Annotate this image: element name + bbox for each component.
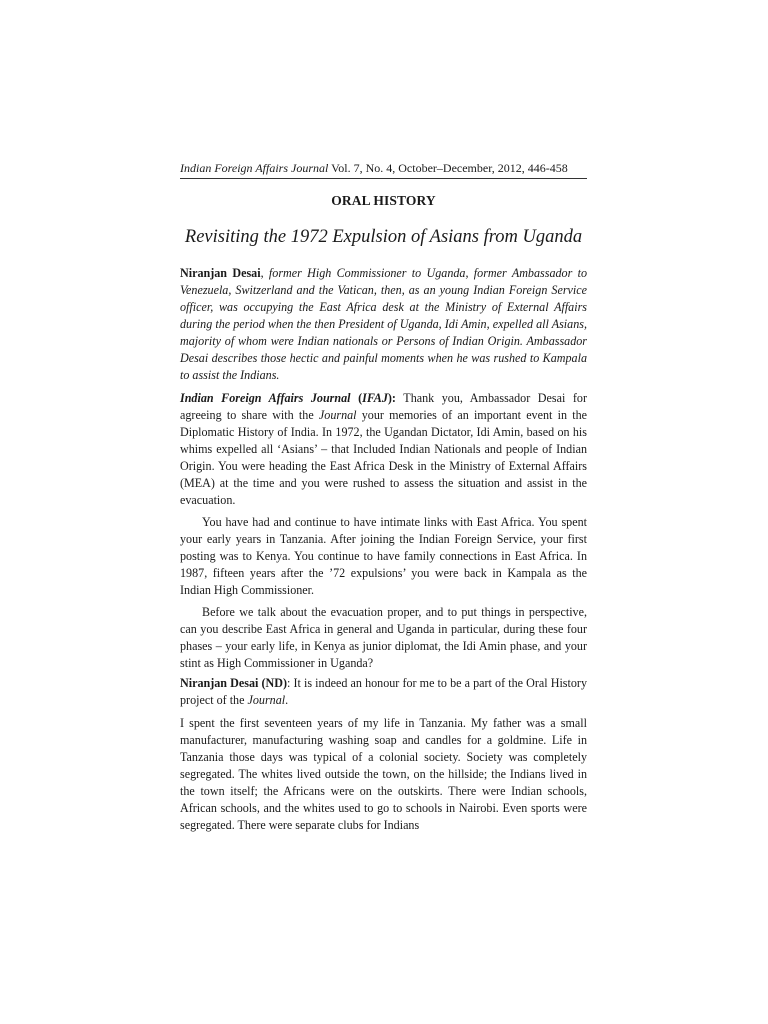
speaker-ifaj-name: Indian Foreign Affairs Journal <box>180 391 351 405</box>
journal-italic: Journal <box>247 693 286 707</box>
paragraph-text: Thank you, Ambassador Desai for agreeing to share with the <box>180 391 588 422</box>
paragraph-text: your memories of an important event in the Diplomatic History of India. In 1972, the Ugandan Dictator, Idi Amin, based on his whims expelled all ‘Asians’ – that Included Indian Nationals and people of Indian Origin. You were heading the East Africa Desk in the Ministry of External Affairs (MEA) at the time and you were rushed to assess the situation and assist in the evacuation. <box>180 408 587 507</box>
speaker-nd: Niranjan Desai (ND) <box>180 676 288 690</box>
journal-italic: Journal <box>318 408 357 422</box>
speaker-ifaj-open: ( <box>350 391 363 405</box>
paragraph-early-life-tanzania: I spent the first seventeen years of my life in Tanzania. My father was a small manufacturer, manufacturing washing soap and candles for a goldmine. Life in Tanzania those days was typical of a colonial society. Society was completely segregated. The whites lived outside the town, on the hillside; the Indians lived in the town itself; the Africans were on the outskirts. There were Indian schools, African schools, and the whites used to go to schools in Nairobi. Even sports were segregated. There were separate clubs for Indians <box>180 716 587 832</box>
author-abstract <box>180 265 587 384</box>
journal-name: Indian Foreign Affairs Journal <box>180 161 329 175</box>
article-title: Revisiting the 1972 Expulsion of Asians from Uganda <box>184 227 583 247</box>
speaker-ifaj-abbr: IFAJ <box>362 391 388 405</box>
paragraph-ifaj-question <box>180 390 587 509</box>
paragraph-perspective-question: Before we talk about the evacuation proper, and to put things in perspective, can you describe East Africa in general and Uganda in particular, during these four phases – your early life, in Kenya as junior diplomat, the Idi Amin phase, and your stint as High Commissioner in Uganda? <box>180 605 587 670</box>
paragraph-text: . <box>285 693 289 707</box>
abstract-author-name: Niranjan Desai <box>180 266 261 280</box>
paragraph-text: : It is indeed an honour for me to be a part of the Oral History project of the <box>180 676 587 707</box>
speaker-ifaj-close: ): <box>387 391 396 405</box>
abstract-text: former High Commissioner to Uganda, former Ambassador to Venezuela, Switzerland and the Vatican, then, as an young Indian Foreign Service officer, was occupying the East Africa desk at the Ministry of External Affairs during the period when the then President of Uganda, Idi Amin, expelled all Asians, majority of whom were Indian nationals or Persons of Indian Origin. Ambassador Desai describes those hectic and painful moments when he was rushed to Kampala to assist the Indians. <box>180 266 587 382</box>
section-label: ORAL HISTORY <box>331 193 436 208</box>
abstract-comma: , <box>260 266 264 280</box>
running-header <box>180 160 587 179</box>
paragraph-nd-reply <box>180 675 587 709</box>
paragraph-east-africa-links: You have had and continue to have intimate links with East Africa. You spent your early years in Tanzania. After joining the Indian Foreign Service, your first posting was to Kenya. You continue to have family connections in East Africa. In 1987, fifteen years after the ’72 expulsions’ you were back in Kampala as the Indian High Commissioner. <box>180 515 587 597</box>
issue-citation: Vol. 7, No. 4, October–December, 2012, 446-458 <box>331 161 568 175</box>
journal-page <box>180 160 587 834</box>
